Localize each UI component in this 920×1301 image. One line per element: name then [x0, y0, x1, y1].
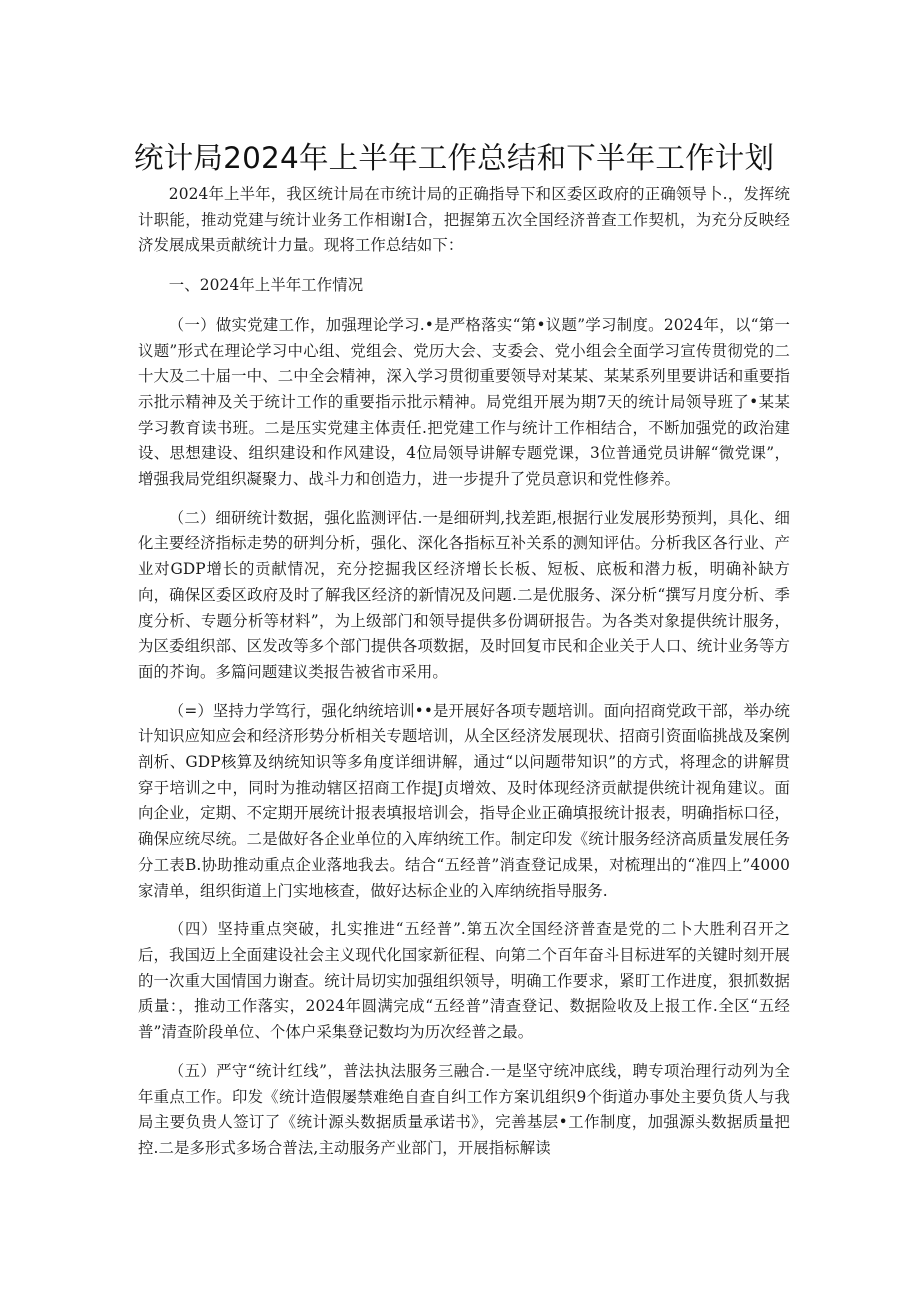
intro-paragraph: 2024年上半年，我区统计局在市统计局的正确指导下和区委区政府的正确领导卜.，发挥统计职能，推动党建与统计业务工作相谢I合，把握第五次全国经济普查工作契机，为充分反映经济发展成果贡献统计力量。现将工作总结如下：	[138, 185, 790, 255]
paragraph-economic-census: （四）坚持重点突破，扎实推进“五经普”.第五次全国经济普查是党的二卜大胜利召开之后，我国迈上全面建设社会主义现代化国家新征程、向第二个百年奋斗目标进军的关键时刻开展的一次重大国情国力谢查。统计局切实加强组织领导，明确工作要求，紧盯工作进度，狠抓数据质量：，推动工作落实，2024年圆满完成“五经普”清查登记、数据险收及上报工作.全区“五经普”清查阶段单位、个体户采集登记数均为历次经普之最。	[138, 920, 790, 1042]
document-body	[138, 182, 790, 1175]
paragraph-statistics-analysis: （二）细研统计数据，强化监测评估.一是细研判,找差距,根据行业发展形势预判，具化、细化主要经济指标走势的研判分析，强化、深化各指标互补关系的测知评估。分析我区各行业、产业对GDP增长的贡献情况，充分挖掘我区经济增长长板、短板、底板和潜力板，明确补缺方向，确保区委区政府及时了解我区经济的新情况及问题.二是优服务、深分析“撰写月度分析、季度分析、专题分析等材料”，为上级部门和领导提供多份调研报告。为各类对象提供统计服务，为区委组织部、区发改等多个部门提供各项数据，及时回复市民和企业关于人口、统计业务等方面的芥询。多篇问题建议类报告被省市采用。	[138, 508, 790, 681]
paragraph-training: （=）坚持力学笃行，强化纳统培训••是开展好各项专题培训。面向招商党政干部，举办统计知识应知应会和经济形势分析相关专题培训，从全区经济发展现状、招商引资面临挑战及案例剖析、GDP核算及纳统知识等多角度详细讲解，通过“以问题带知识”的方式，将理念的讲解贯穿于培训之中，同时为推动辖区招商工作提J贞增效、及时体现经济贡献提供统计视角建议。面向企业，定期、不定期开展统计报表填报培训会，指导企业正确填报统计报表，明确指标口径，确保应统尽统。二是做好各企业单位的入库纳统工作。制定印发《统计服务经济高质量发展任务分工表B.协助推动重点企业落地我去。结合“五经普”消查登记成果，对梳理出的“准四上”4000家清单，组织街道上门实地核查，做好达标企业的入库纳统指导服务.	[138, 701, 790, 900]
paragraph-party-building: （一）做实党建工作，加强理论学习.•是严格落实“第•议题”学习制度。2024年，以“第一议题”形式在理论学习中心组、党组会、党历大会、支委会、党小组会全面学习宣传贯彻党的二十大及二十届一中、二中全会精神，深入学习贯彻重要领导对某某、某某系列里要讲话和重要指示批示精神及关于统计工作的重要指示批示精神。局党组开展为期7天的统计局领导班了•某某学习教育读书班。二是压实党建主体责任.把党建工作与统计工作相结合，不断加强党的政治建设、思想建设、组织建设和作风建设，4位局领导讲解专题党课，3位普通党员讲解“微党课”，增强我局党组织凝聚力、战斗力和创造力，进一步提升了党员意识和党性修养。	[138, 315, 790, 489]
paragraph-statistics-redline: （五）严守“统计红线”，普法执法服务三融合.一是坚守统冲底线，聘专项治理行动列为全年重点工作。印发《统计造假屡禁难绝自查自纠工作方案讥组织9个街道办事处主要负货人与我局主要负贵人签订了《统计源头数据质量承诺书》，完善基层•工作制度，加强源头数据质量把控.二是多形式多场合普法,主动服务产业部门，开展指标解读	[138, 1061, 790, 1157]
section-heading: 一、2024年上半年工作情况	[168, 276, 364, 295]
document-title: 统计局2024年上半年工作总结和下半年工作计划	[134, 141, 775, 175]
